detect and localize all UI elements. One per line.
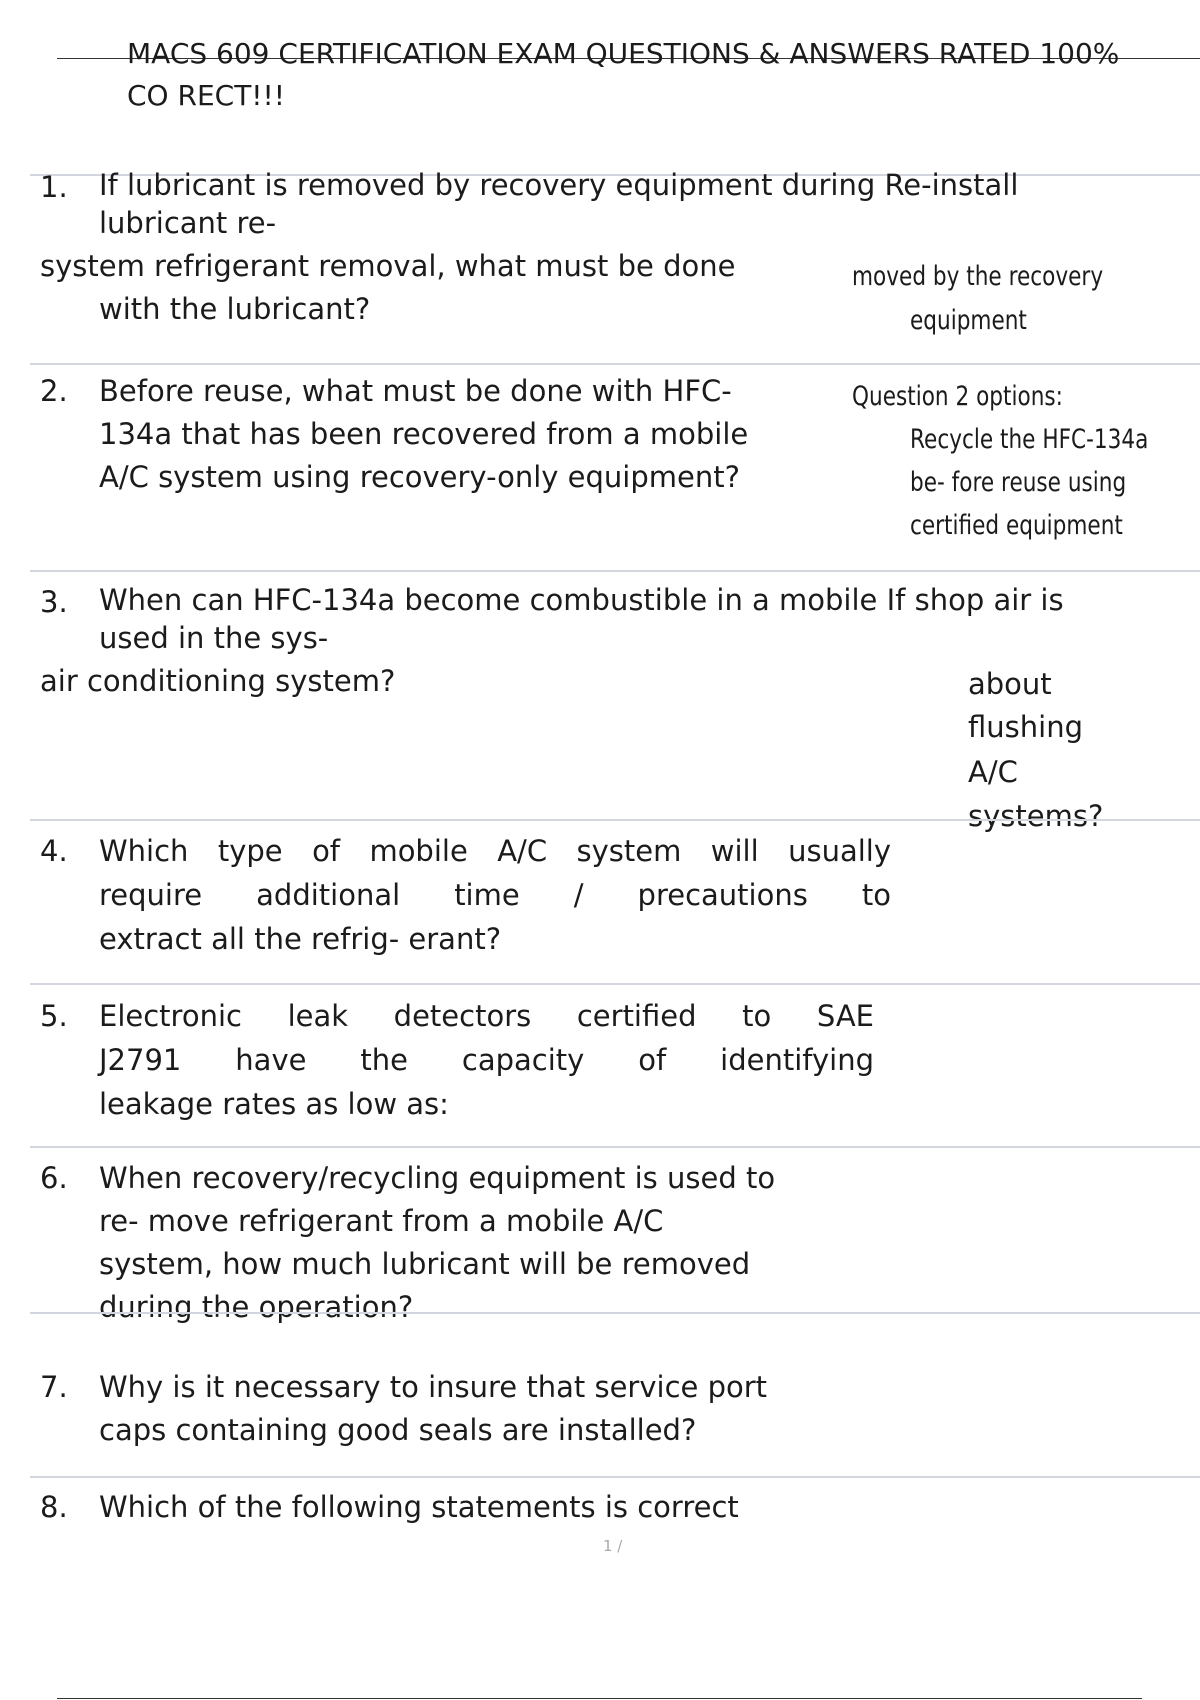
answer-2-line: Recycle the HFC-134a xyxy=(910,424,1149,455)
question-6 xyxy=(40,1157,775,1329)
question-divider xyxy=(30,1476,1200,1478)
answer-2-line: certified equipment xyxy=(910,510,1123,541)
question-text-line: used in the sys- xyxy=(99,621,329,655)
question-text-line: with the lubricant? xyxy=(99,292,371,326)
question-number: 5. xyxy=(40,999,68,1033)
document-title xyxy=(127,33,1119,117)
question-7 xyxy=(40,1366,767,1452)
question-text-line: extract all the refrig- erant? xyxy=(99,922,502,956)
page-number: 1 / xyxy=(603,1537,623,1555)
question-text-line: Which of the following statements is correct xyxy=(99,1490,739,1524)
question-3 xyxy=(40,581,1064,703)
question-text-line: Before reuse, what must be done with HFC- xyxy=(99,374,732,408)
question-text-line: When recovery/recycling equipment is used to xyxy=(99,1161,776,1195)
question-divider xyxy=(30,1312,1200,1314)
question-number: 1. xyxy=(40,170,68,204)
question-text-line: Electronic leak detectors certified to SAE xyxy=(99,999,874,1033)
question-number: 8. xyxy=(40,1490,68,1524)
question-text-line: caps containing good seals are installed? xyxy=(99,1413,697,1447)
title-line-2: CO RECT!!! xyxy=(127,79,285,112)
question-text-line: leakage rates as low as: xyxy=(99,1087,449,1121)
question-text-line: Which type of mobile A/C system will usually xyxy=(99,834,891,868)
question-divider xyxy=(30,1146,1200,1148)
answer-3-line: about xyxy=(968,667,1052,701)
answer-2-line: Question 2 options: xyxy=(852,381,1063,412)
question-1 xyxy=(40,166,1018,331)
answer-1-line: equipment xyxy=(910,305,1027,336)
question-divider xyxy=(30,570,1200,572)
question-text-line: re- move refrigerant from a mobile A/C xyxy=(99,1204,664,1238)
answer-1-line: moved by the recovery xyxy=(852,261,1104,292)
question-text-line: during the operation? xyxy=(99,1290,414,1324)
answer-3-line: systems? xyxy=(968,799,1104,833)
question-number: 3. xyxy=(40,585,68,619)
question-2 xyxy=(40,370,748,499)
question-text-line: require additional time / precautions to xyxy=(99,878,891,912)
question-text-line: A/C system using recovery-only equipment? xyxy=(99,460,740,494)
question-divider xyxy=(30,819,1200,821)
question-divider xyxy=(30,983,1200,985)
question-text-line: air conditioning system? xyxy=(40,664,396,698)
answer-2-line: be- fore reuse using xyxy=(910,467,1127,498)
question-text-line: system, how much lubricant will be removed xyxy=(99,1247,751,1281)
bottom-rule xyxy=(57,1698,1142,1699)
answer-3-line: flushing xyxy=(968,710,1083,744)
answer-3-line: A/C xyxy=(968,755,1018,789)
question-number: 6. xyxy=(40,1161,68,1195)
question-text-line: 134a that has been recovered from a mobile xyxy=(99,417,749,451)
question-text-line: If lubricant is removed by recovery equipment during Re-install xyxy=(99,168,1019,202)
title-line-1: MACS 609 CERTIFICATION EXAM QUESTIONS & ANSWERS RATED 100% xyxy=(127,37,1120,70)
question-number: 4. xyxy=(40,834,68,868)
question-text-line: system refrigerant removal, what must be done xyxy=(40,249,736,283)
question-number: 2. xyxy=(40,374,68,408)
question-text-line: J2791 have the capacity of identifying xyxy=(99,1043,874,1077)
question-divider xyxy=(30,363,1200,365)
question-5 xyxy=(99,994,874,1126)
question-text-line: When can HFC-134a become combustible in a mobile If shop air is xyxy=(99,583,1064,617)
question-number: 7. xyxy=(40,1370,68,1404)
question-4 xyxy=(99,829,891,961)
question-text-line: Why is it necessary to insure that service port xyxy=(99,1370,768,1404)
question-8 xyxy=(40,1486,739,1529)
question-text-line: lubricant re- xyxy=(99,206,277,240)
